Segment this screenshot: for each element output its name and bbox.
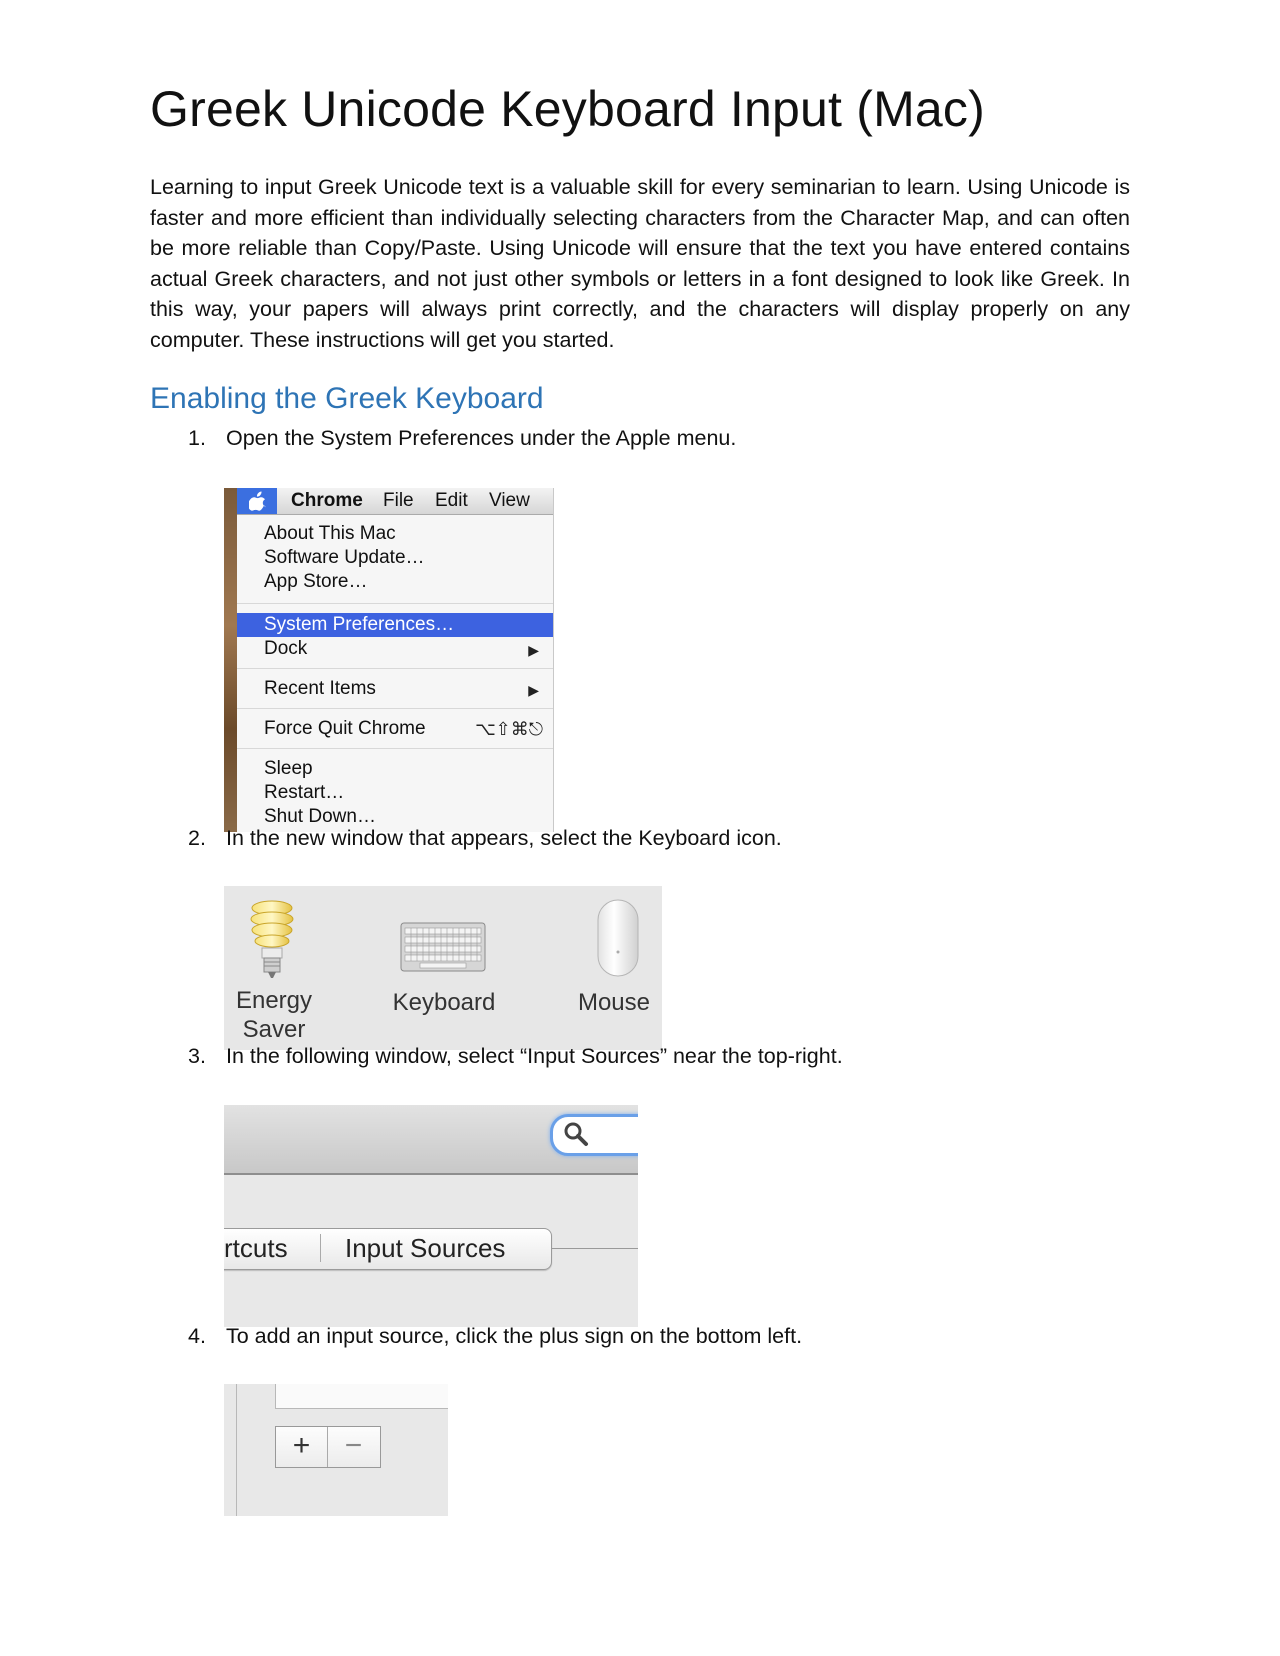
step-2 <box>188 826 782 851</box>
apple-menu-button[interactable] <box>237 488 277 514</box>
pane-border <box>236 1384 237 1516</box>
search-field[interactable] <box>550 1114 638 1156</box>
apple-menu-screenshot <box>224 488 554 832</box>
step-text: In the new window that appears, select the Keyboard icon. <box>226 826 782 850</box>
menu-separator <box>237 748 553 749</box>
mouse-label: Mouse <box>577 989 651 1016</box>
menu-item-app-store[interactable]: App Store… <box>264 571 368 592</box>
menu-item-shut-down[interactable]: Shut Down… <box>264 806 376 827</box>
tab-rule <box>551 1248 638 1249</box>
tab-shortcuts[interactable]: rtcuts <box>224 1233 288 1263</box>
menubar-file[interactable]: File <box>383 490 414 511</box>
step-number: 1. <box>188 426 206 450</box>
step-number: 3. <box>188 1044 206 1068</box>
input-sources-screenshot <box>224 1105 638 1327</box>
intro-paragraph: Learning to input Greek Unicode text is a valuable skill for every seminarian to learn. Using Unicode is faster and more efficient than individually selecting characters from the Character Map, and can often be more reliable than Copy/Paste. Using Unicode will ensure that the text you have entered contains actual Greek characters, and not just other symbols or letters in a font designed to look like Greek. In this way, your papers will always print correctly, and the characters will display properly on any computer. These instructions will get you started. <box>150 175 1130 352</box>
menu-item-dock[interactable]: Dock <box>264 638 308 659</box>
tab-divider <box>320 1234 321 1262</box>
search-icon <box>563 1121 589 1147</box>
mouse-icon[interactable] <box>596 898 640 978</box>
force-quit-shortcut: ⌥⇧⌘⎋ <box>474 719 543 740</box>
desktop-background <box>224 488 237 832</box>
step-3 <box>188 1044 843 1069</box>
keyboard-icon[interactable] <box>400 922 486 972</box>
apple-logo-icon <box>249 491 267 511</box>
menubar-chrome[interactable]: Chrome <box>291 490 363 511</box>
menu-item-system-preferences[interactable]: System Preferences… <box>264 614 455 635</box>
step-text: Open the System Preferences under the Apple menu. <box>226 426 737 450</box>
step-number: 4. <box>188 1324 206 1348</box>
step-number: 2. <box>188 826 206 850</box>
submenu-arrow-icon: ▶ <box>528 642 539 658</box>
menubar-view[interactable]: View <box>489 490 530 511</box>
menu-separator <box>237 708 553 709</box>
menu-separator <box>237 668 553 669</box>
list-box <box>275 1384 448 1409</box>
add-button[interactable]: + <box>292 1429 311 1462</box>
submenu-arrow-icon: ▶ <box>528 682 539 698</box>
menu-item-force-quit[interactable]: Force Quit Chrome <box>264 718 426 739</box>
menu-item-software-update[interactable]: Software Update… <box>264 547 425 568</box>
tab-input-sources[interactable]: Input Sources <box>345 1233 506 1263</box>
remove-button[interactable]: − <box>344 1429 363 1462</box>
step-text: In the following window, select “Input Sources” near the top-right. <box>226 1044 843 1068</box>
menu-bar <box>237 488 553 515</box>
window-toolbar <box>224 1105 638 1175</box>
plus-minus-control <box>275 1426 381 1468</box>
add-input-source-screenshot <box>224 1384 448 1516</box>
energy-saver-label: Energy Saver <box>235 987 313 1043</box>
menu-item-sleep[interactable]: Sleep <box>264 758 313 779</box>
section-heading: Enabling the Greek Keyboard <box>150 382 544 415</box>
menu-separator <box>237 603 553 604</box>
menu-item-restart[interactable]: Restart… <box>264 782 345 803</box>
step-text: To add an input source, click the plus sign on the bottom left. <box>226 1324 803 1348</box>
menu-item-about[interactable]: About This Mac <box>264 523 396 544</box>
step-1 <box>188 426 736 451</box>
keyboard-label: Keyboard <box>392 989 496 1016</box>
menubar-edit[interactable]: Edit <box>435 490 468 511</box>
energy-saver-icon[interactable] <box>246 898 298 980</box>
step-4 <box>188 1324 802 1349</box>
preferences-icons-screenshot <box>224 886 662 1050</box>
page-title: Greek Unicode Keyboard Input (Mac) <box>150 81 985 137</box>
menu-item-recent-items[interactable]: Recent Items <box>264 678 376 699</box>
